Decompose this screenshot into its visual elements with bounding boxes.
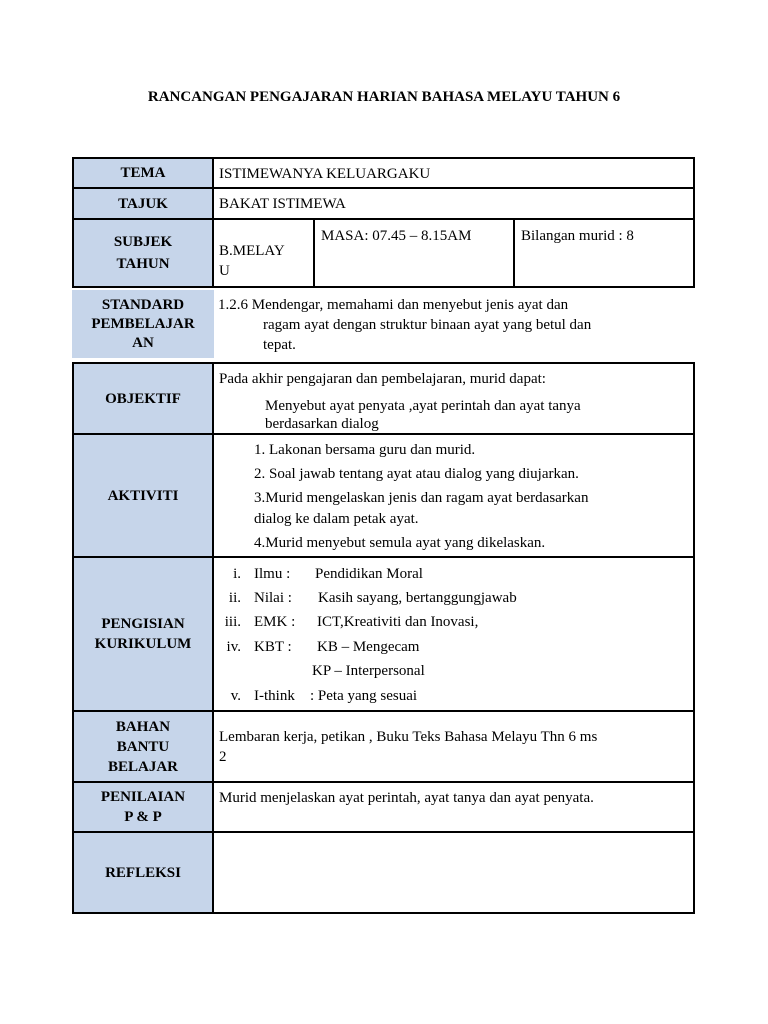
aktiviti-line1: 1. Lakonan bersama guru dan murid. <box>254 442 476 458</box>
refleksi-label <box>72 833 214 914</box>
penilaian-cell <box>213 783 695 833</box>
objektif-line2: berdasarkan dialog <box>265 416 379 432</box>
bilangan-cell <box>513 220 695 288</box>
masa-cell <box>313 220 515 288</box>
penilaian-label <box>72 783 214 833</box>
bahan-line2: 2 <box>219 749 227 765</box>
pengisian-label-line2: KURIKULUM <box>94 636 192 652</box>
penilaian-label-line2: P & P <box>124 809 162 825</box>
objektif-label-text: OBJEKTIF <box>105 390 181 407</box>
pengisian-item-4-val: KB – Mengecam <box>317 639 420 655</box>
aktiviti-cell <box>213 435 695 558</box>
standard-label-line2: PEMBELAJAR <box>91 315 195 332</box>
bahan-label-line2: BANTU <box>116 738 170 755</box>
pengisian-item-1-val: Pendidikan Moral <box>315 566 423 582</box>
bilangan-value: Bilangan murid : 8 <box>521 228 634 244</box>
pengisian-item-4b-val: KP – Interpersonal <box>312 663 425 679</box>
subjek-cell <box>213 220 315 288</box>
pengisian-item-2-num: ii. <box>228 590 241 606</box>
standard-line1: 1.2.6 Mendengar, memahami dan menyebut jenis ayat dan <box>218 297 569 313</box>
pengisian-item-3-val: ICT,Kreativiti dan Inovasi, <box>317 614 479 630</box>
aktiviti-line4: dialog ke dalam petak ayat. <box>254 511 419 527</box>
aktiviti-label <box>72 435 214 558</box>
tema-label <box>72 157 214 189</box>
pengisian-item-1-num: i. <box>233 566 241 582</box>
subjek-value-line2: U <box>219 263 230 279</box>
tema-value: ISTIMEWANYA KELUARGAKU <box>219 166 431 182</box>
tajuk-value: BAKAT ISTIMEWA <box>219 196 346 212</box>
standard-label <box>72 290 214 358</box>
subjek-label-text: SUBJEK <box>113 234 173 250</box>
pengisian-item-2-key: Nilai : <box>254 590 292 606</box>
aktiviti-line3: 3.Murid mengelaskan jenis dan ragam ayat berdasarkan <box>254 490 589 506</box>
pengisian-item-5-key: I-think <box>254 688 295 704</box>
pengisian-item-2-val: Kasih sayang, bertanggungjawab <box>318 590 517 606</box>
tema-cell <box>213 157 695 189</box>
bahan-label-line3: BELAJAR <box>107 758 178 775</box>
refleksi-cell <box>213 833 695 914</box>
tajuk-label-text: TAJUK <box>118 195 168 212</box>
standard-label-line3: AN <box>132 334 154 351</box>
aktiviti-line5: 4.Murid menyebut semula ayat yang dikelaskan. <box>254 535 546 551</box>
tahun-label-text: TAHUN <box>116 256 170 272</box>
pengisian-item-1-key: Ilmu : <box>254 566 291 582</box>
pengisian-cell <box>213 558 695 712</box>
objektif-intro: Pada akhir pengajaran dan pembelajaran, murid dapat: <box>219 371 546 387</box>
objektif-line1: Menyebut ayat penyata ,ayat perintah dan ayat tanya <box>265 398 581 414</box>
bahan-label-line1: BAHAN <box>115 718 171 735</box>
pengisian-item-5-num: v. <box>230 688 241 704</box>
standard-line3: tepat. <box>263 337 296 353</box>
bahan-label <box>72 712 214 783</box>
refleksi-label-text: REFLEKSI <box>105 864 181 881</box>
tajuk-cell <box>213 189 695 220</box>
pengisian-item-3-key: EMK : <box>254 614 296 630</box>
subjek-value-line1: B.MELAY <box>219 243 285 259</box>
bahan-cell <box>213 712 695 783</box>
pengisian-item-4-num: iv. <box>226 639 241 655</box>
standard-label-line1: STANDARD <box>101 296 185 313</box>
standard-content <box>214 292 694 358</box>
bahan-line1: Lembaran kerja, petikan , Buku Teks Bahasa Melayu Thn 6 ms <box>219 729 598 745</box>
penilaian-value: Murid menjelaskan ayat perintah, ayat tanya dan ayat penyata. <box>219 790 594 806</box>
objektif-cell <box>213 362 695 435</box>
pengisian-label-line1: PENGISIAN <box>101 616 185 632</box>
penilaian-label-line1: PENILAIAN <box>100 789 186 805</box>
tema-label-text: TEMA <box>120 165 166 181</box>
pengisian-item-5-val: : Peta yang sesuai <box>310 688 418 704</box>
aktiviti-label-text: AKTIVITI <box>107 487 179 504</box>
subjek-label <box>72 220 214 288</box>
tajuk-label <box>72 189 214 220</box>
masa-value: MASA: 07.45 – 8.15AM <box>321 228 472 244</box>
pengisian-item-4-key: KBT : <box>254 639 292 655</box>
aktiviti-line2: 2. Soal jawab tentang ayat atau dialog yang diujarkan. <box>254 466 579 482</box>
pengisian-item-3-num: iii. <box>224 614 241 630</box>
standard-line2: ragam ayat dengan struktur binaan ayat yang betul dan <box>263 317 592 333</box>
objektif-label <box>72 362 214 435</box>
page-title: RANCANGAN PENGAJARAN HARIAN BAHASA MELAYU TAHUN 6 <box>147 89 621 105</box>
